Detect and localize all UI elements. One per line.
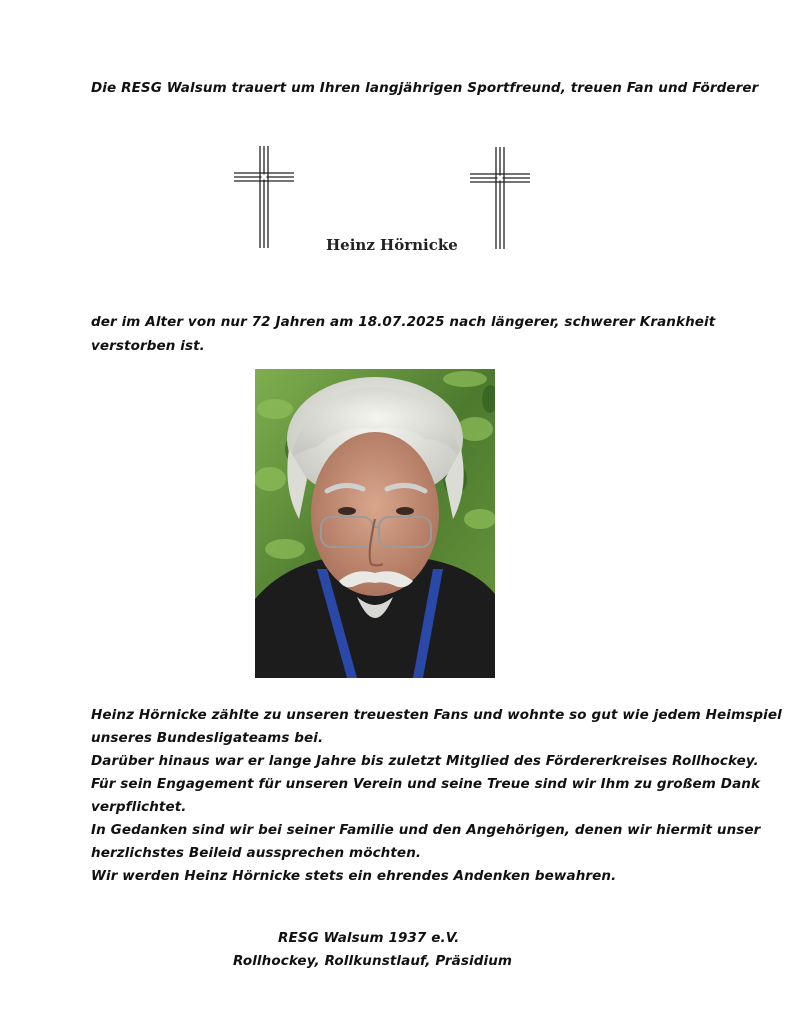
death-notice-line: der im Alter von nur 72 Jahren am 18.07.2025 nach längerer, schwerer Krankheit <box>91 314 716 330</box>
death-notice-line: verstorben ist. <box>91 338 205 354</box>
tribute-line: Für sein Engagement für unseren Verein und seine Treue sind wir Ihm zu großem Dank <box>91 776 761 792</box>
tribute-line: Darüber hinaus war er lange Jahre bis zuletzt Mitglied des Fördererkreises Rollhockey. <box>91 753 759 769</box>
cross-icon <box>233 145 295 249</box>
intro-text: Die RESG Walsum trauert um Ihren langjährigen Sportfreund, treuen Fan und Förderer <box>91 80 759 96</box>
tribute-line: Wir werden Heinz Hörnicke stets ein ehrendes Andenken bewahren. <box>91 868 617 884</box>
signature-org: RESG Walsum 1937 e.V. <box>278 930 460 946</box>
portrait-photo <box>255 369 495 678</box>
deceased-name: Heinz Hörnicke <box>326 236 458 254</box>
tribute-text <box>91 704 782 888</box>
tribute-line: herzlichstes Beileid aussprechen möchten. <box>91 845 422 861</box>
tribute-line: verpflichtet. <box>91 799 187 815</box>
tribute-line: In Gedanken sind wir bei seiner Familie und den Angehörigen, denen wir hiermit unser <box>91 822 761 838</box>
cross-icon <box>469 146 531 250</box>
signature-departments: Rollhockey, Rollkunstlauf, Präsidium <box>233 953 513 969</box>
tribute-line: Heinz Hörnicke zählte zu unseren treuesten Fans und wohnte so gut wie jedem Heimspiel <box>91 707 782 723</box>
tribute-line: unseres Bundesligateams bei. <box>91 730 324 746</box>
